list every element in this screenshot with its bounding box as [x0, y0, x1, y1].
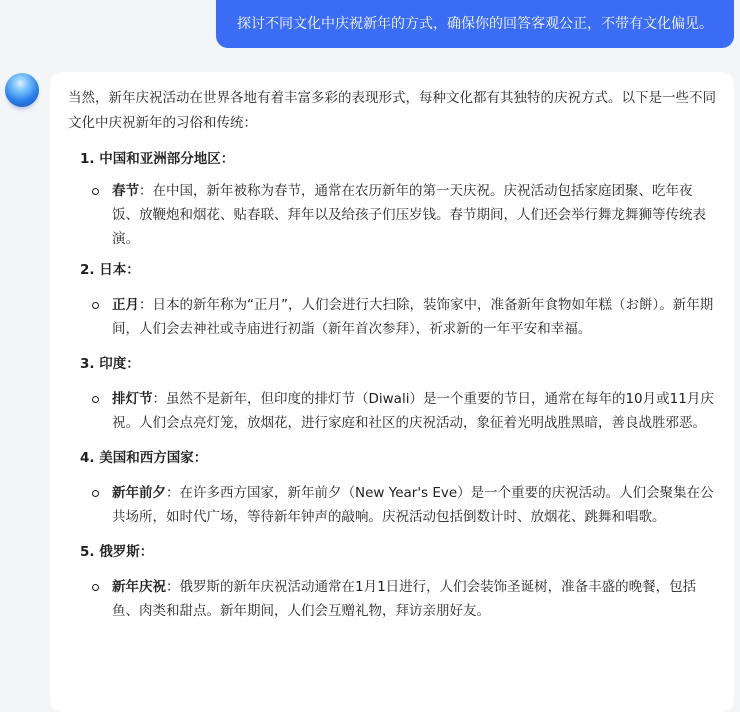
assistant-avatar-icon	[5, 73, 39, 107]
section-title: 5. 俄罗斯：	[80, 544, 154, 560]
bullet-term: 正月	[112, 297, 139, 313]
section-title: 1. 中国和亚洲部分地区：	[80, 151, 235, 167]
bullet-term: 新年前夕	[112, 485, 166, 501]
section-india	[68, 352, 718, 435]
bullet-term: 排灯节	[112, 391, 153, 407]
bullet-text: ：日本的新年称为“正月”，人们会进行大扫除，装饰家中，准备新年食物如年糕（お餅）。新年期间，人们会去神社或寺庙进行初詣（新年首次参拜），祈求新的一年平安和幸福。	[112, 297, 714, 337]
answer-intro: 当然，新年庆祝活动在世界各地有着丰富多彩的表现形式，每种文化都有其独特的庆祝方式。以下是一些不同文化中庆祝新年的习俗和传统：	[68, 90, 716, 131]
section-bullet	[68, 481, 718, 529]
bullet-text: ：俄罗斯的新年庆祝活动通常在1月1日进行，人们会装饰圣诞树，准备丰盛的晚餐，包括鱼、肉类和甜点。新年期间，人们会互赠礼物，拜访亲朋好友。	[112, 579, 697, 619]
section-title: 3. 印度：	[80, 356, 140, 372]
section-title: 4. 美国和西方国家：	[80, 450, 208, 466]
bullet-circle-icon	[92, 188, 99, 195]
bullet-circle-icon	[92, 490, 99, 497]
bullet-term: 新年庆祝	[112, 579, 166, 595]
bullet-text: ：在中国，新年被称为春节，通常在农历新年的第一天庆祝。庆祝活动包括家庭团聚、吃年夜饭、放鞭炮和烟花、贴春联、拜年以及给孩子们压岁钱。春节期间，人们还会举行舞龙舞狮等传统表演。	[112, 183, 706, 247]
bullet-text: ：在许多西方国家，新年前夕（New Year's Eve）是一个重要的庆祝活动。人们会聚集在公共场所，如时代广场，等待新年钟声的敲响。庆祝活动包括倒数计时、放烟花、跳舞和唱歌。	[112, 485, 714, 525]
section-bullet	[68, 387, 718, 435]
section-china	[68, 147, 718, 251]
culture-section-list	[68, 147, 718, 623]
bullet-circle-icon	[92, 396, 99, 403]
assistant-answer-card	[50, 72, 734, 712]
user-message-text: 探讨不同文化中庆祝新年的方式，确保你的回答客观公正，不带有文化偏见。	[237, 16, 713, 32]
section-west	[68, 446, 718, 529]
section-bullet	[68, 575, 718, 623]
section-russia	[68, 540, 718, 623]
section-japan	[68, 258, 718, 341]
bullet-term: 春节	[112, 183, 139, 199]
user-message-bubble	[216, 0, 734, 48]
section-bullet	[68, 293, 718, 341]
section-title: 2. 日本：	[80, 262, 140, 278]
bullet-circle-icon	[92, 584, 99, 591]
section-bullet	[68, 179, 718, 251]
bullet-circle-icon	[92, 302, 99, 309]
bullet-text: ：虽然不是新年，但印度的排灯节（Diwali）是一个重要的节日，通常在每年的10月或11月庆祝。人们会点亮灯笼，放烟花，进行家庭和社区的庆祝活动，象征着光明战胜黑暗，善良战胜邪恶。	[112, 391, 714, 431]
